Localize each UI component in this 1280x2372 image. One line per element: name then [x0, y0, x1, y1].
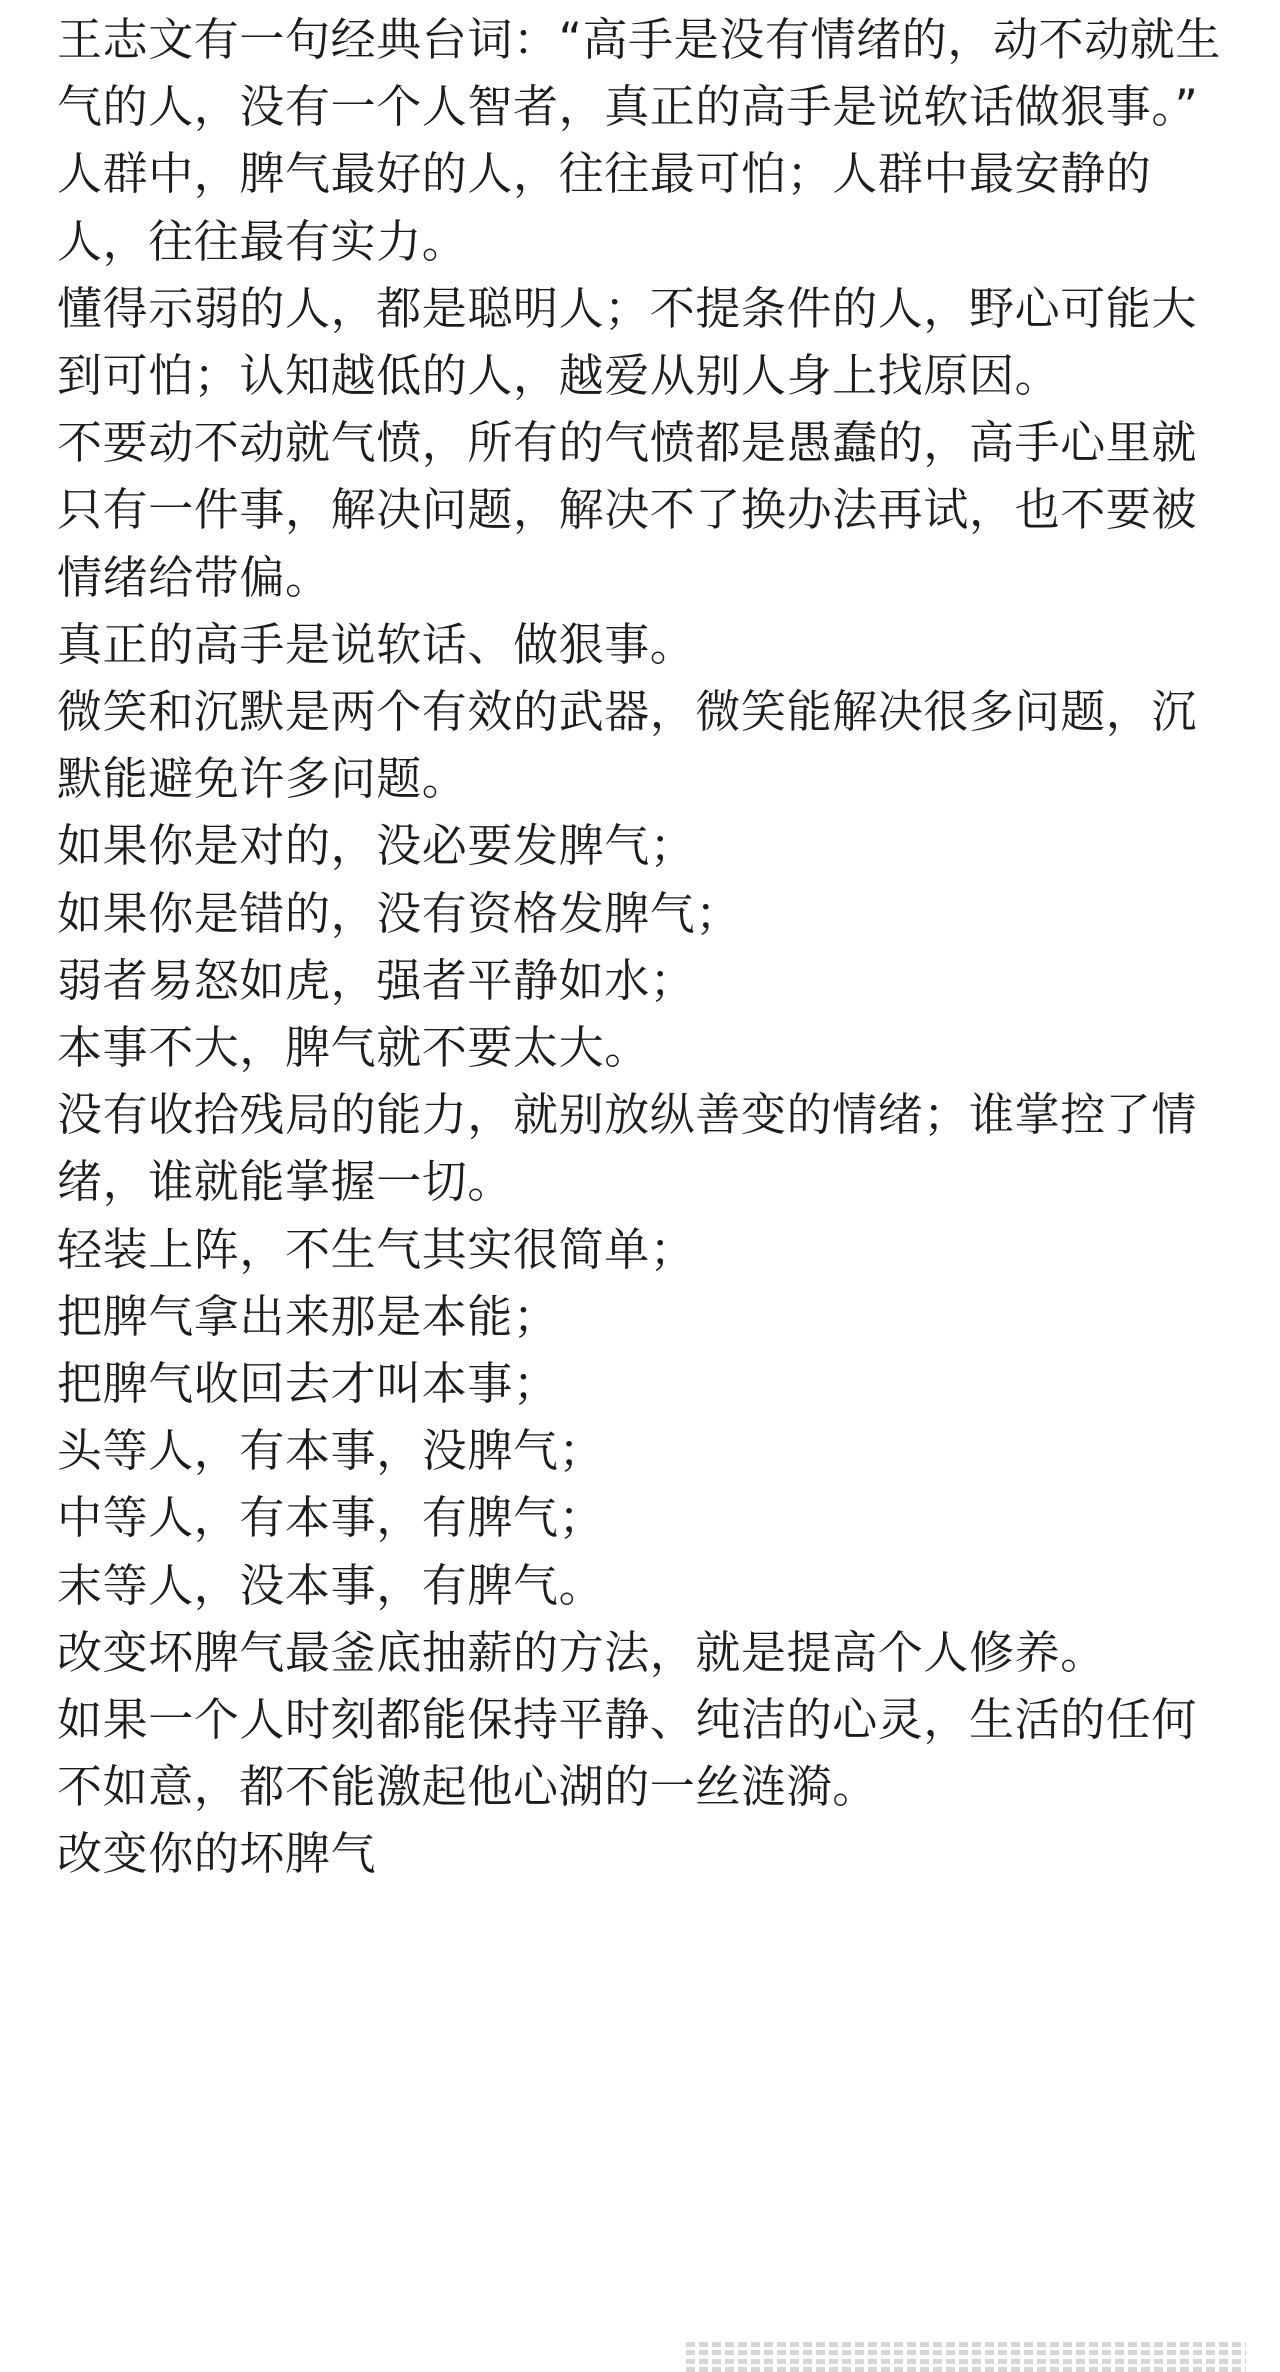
paragraph: 如果你是对的，没必要发脾气；: [57, 819, 696, 873]
watermark-stripes: [686, 2342, 1246, 2372]
paragraph: 真正的高手是说软话、做狠事。: [57, 617, 696, 671]
paragraph: 弱者易怒如虎，强者平静如水；: [57, 953, 696, 1007]
watermark-stripe: [686, 2342, 1246, 2347]
paragraph: 不要动不动就气愤，所有的气愤都是愚蠢的，高手心里就只有一件事，解决问题，解决不了换办法再试，也不要被情绪给带偏。: [57, 416, 1198, 604]
paragraph: 微笑和沉默是两个有效的武器，微笑能解决很多问题，沉默能避免许多问题。: [57, 685, 1198, 806]
paragraph: 末等人，没本事，有脾气。: [57, 1558, 605, 1612]
paragraph: 中等人，有本事，有脾气；: [57, 1491, 605, 1545]
paragraph: 人群中，脾气最好的人，往往最可怕；人群中最安静的人，往往最有实力。: [57, 147, 1152, 268]
paragraph: 没有收拾残局的能力，就别放纵善变的情绪；谁掌控了情绪，谁就能掌握一切。: [57, 1088, 1198, 1209]
paragraph: 改变你的坏脾气: [57, 1827, 377, 1881]
paragraph: 轻装上阵，不生气其实很简单；: [57, 1222, 696, 1276]
paragraph: 懂得示弱的人，都是聪明人；不提条件的人，野心可能大到可怕；认知越低的人，越爱从别人身上找原因。: [57, 281, 1198, 403]
paragraph: 本事不大，脾气就不要太大。: [57, 1021, 650, 1075]
paragraph: 改变坏脾气最釜底抽薪的方法，就是提高个人修养。: [57, 1625, 1106, 1679]
paragraph: 如果你是错的，没有资格发脾气；: [57, 886, 742, 940]
watermark-stripe: [686, 2350, 1246, 2355]
paragraph: 如果一个人时刻都能保持平静、纯洁的心灵，生活的任何不如意，都不能激起他心湖的一丝涟漪。: [57, 1693, 1198, 1814]
paragraph: 把脾气收回去才叫本事；: [57, 1357, 559, 1411]
watermark-stripe: [686, 2367, 1246, 2372]
watermark-stripe: [686, 2359, 1246, 2364]
paragraph: 头等人，有本事，没脾气；: [57, 1424, 605, 1478]
article-body: [57, 6, 1237, 1888]
paragraph: 王志文有一句经典台词：“高手是没有情绪的，动不动就生气的人，没有一个人智者，真正的高手是说软话做狠事。”: [57, 13, 1221, 134]
paragraph: 把脾气拿出来那是本能；: [57, 1289, 559, 1343]
